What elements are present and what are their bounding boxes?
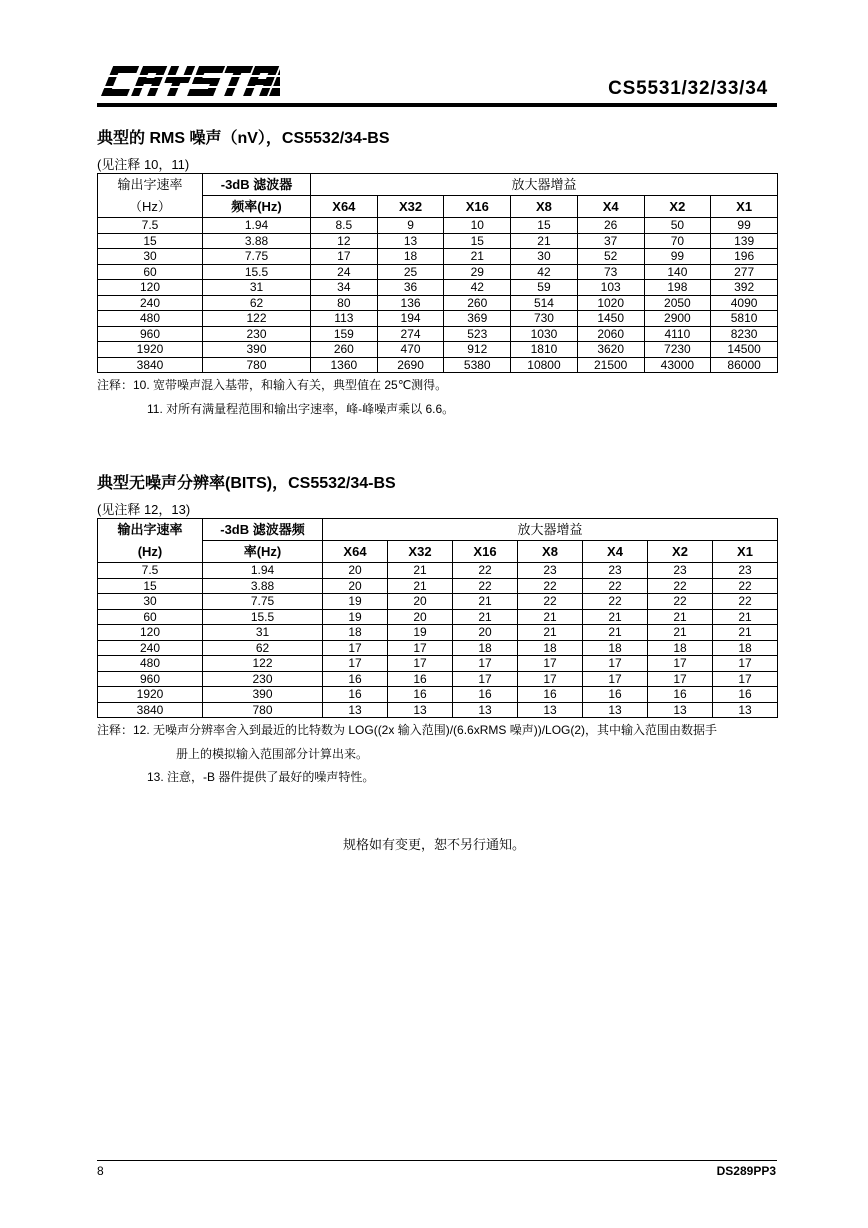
col-filter-header: -3dB 滤波器 <box>203 174 311 196</box>
table-cell: 4110 <box>644 326 711 342</box>
table-cell: 13 <box>518 702 583 718</box>
table-cell: 16 <box>323 671 388 687</box>
table-cell: 17 <box>453 656 518 672</box>
table-row <box>98 264 778 280</box>
table-cell: 17 <box>648 656 713 672</box>
table-cell: 274 <box>377 326 444 342</box>
table-cell: 260 <box>444 295 511 311</box>
table-cell: 70 <box>644 233 711 249</box>
table-cell: 15.5 <box>203 264 311 280</box>
table-cell: 960 <box>98 671 203 687</box>
table-cell: 480 <box>98 656 203 672</box>
table-cell: 16 <box>518 687 583 703</box>
note-12-line2: 册上的模拟输入范围部分计算出来。 <box>176 747 369 761</box>
page-number: 8 <box>97 1164 104 1178</box>
table-cell: 21 <box>518 625 583 641</box>
table-cell: 16 <box>388 671 453 687</box>
col-filter-unit: 频率(Hz) <box>203 196 311 218</box>
gain-col: X8 <box>518 541 583 563</box>
table-cell: 62 <box>203 640 323 656</box>
table-cell: 13 <box>453 702 518 718</box>
table-row <box>98 311 778 327</box>
table-cell: 17 <box>323 656 388 672</box>
table-cell: 390 <box>203 342 311 358</box>
table-cell: 17 <box>713 656 778 672</box>
table-row <box>98 656 778 672</box>
gain-col: X2 <box>644 196 711 218</box>
table-cell: 23 <box>583 563 648 579</box>
table-cell: 17 <box>323 640 388 656</box>
table-cell: 17 <box>388 656 453 672</box>
table-cell: 99 <box>711 218 778 234</box>
table-cell: 22 <box>453 563 518 579</box>
table-cell: 240 <box>98 295 203 311</box>
table-cell: 21 <box>583 625 648 641</box>
crystal-logo <box>98 64 280 98</box>
col-rate-unit: （Hz） <box>98 196 203 218</box>
col-filter-header: -3dB 滤波器频 <box>203 519 323 541</box>
table-cell: 13 <box>713 702 778 718</box>
table-cell: 277 <box>711 264 778 280</box>
gain-col: X1 <box>713 541 778 563</box>
table-row <box>98 249 778 265</box>
table-cell: 16 <box>713 687 778 703</box>
gain-col: X16 <box>453 541 518 563</box>
table-cell: 21 <box>713 609 778 625</box>
table-cell: 198 <box>644 280 711 296</box>
table-cell: 31 <box>203 280 311 296</box>
table-cell: 22 <box>518 578 583 594</box>
rms-noise-table <box>97 173 778 373</box>
table-cell: 4090 <box>711 295 778 311</box>
table-cell: 7.75 <box>203 249 311 265</box>
table-cell: 2060 <box>577 326 644 342</box>
table-cell: 23 <box>518 563 583 579</box>
section2-see-notes: (见注释 12，13) <box>97 502 191 517</box>
table-cell: 390 <box>203 687 323 703</box>
table-row <box>98 640 778 656</box>
table-cell: 120 <box>98 280 203 296</box>
table-cell: 16 <box>583 687 648 703</box>
table-cell: 9 <box>377 218 444 234</box>
table-cell: 13 <box>377 233 444 249</box>
table-cell: 21 <box>648 609 713 625</box>
table-cell: 22 <box>518 594 583 610</box>
table-cell: 20 <box>323 563 388 579</box>
table-cell: 52 <box>577 249 644 265</box>
table-cell: 139 <box>711 233 778 249</box>
table-cell: 19 <box>323 609 388 625</box>
col-rate-header: 输出字速率 <box>98 174 203 196</box>
table-cell: 3620 <box>577 342 644 358</box>
table-cell: 780 <box>203 702 323 718</box>
footer-rule <box>97 1160 777 1161</box>
table-cell: 18 <box>583 640 648 656</box>
table-cell: 17 <box>311 249 378 265</box>
table-cell: 960 <box>98 326 203 342</box>
table-cell: 369 <box>444 311 511 327</box>
table-cell: 120 <box>98 625 203 641</box>
table-cell: 16 <box>453 687 518 703</box>
table-cell: 2900 <box>644 311 711 327</box>
table-cell: 1920 <box>98 342 203 358</box>
table-cell: 1920 <box>98 687 203 703</box>
table-cell: 18 <box>323 625 388 641</box>
table-cell: 18 <box>377 249 444 265</box>
section1-see-notes: (见注释 10，11) <box>97 157 190 172</box>
col-filter-unit: 率(Hz) <box>203 541 323 563</box>
table-cell: 22 <box>583 578 648 594</box>
gain-header: 放大器增益 <box>323 519 778 541</box>
gain-col: X16 <box>444 196 511 218</box>
table-cell: 7.5 <box>98 218 203 234</box>
table-cell: 13 <box>648 702 713 718</box>
table-cell: 13 <box>323 702 388 718</box>
gain-col: X4 <box>577 196 644 218</box>
table-cell: 912 <box>444 342 511 358</box>
section1-title: 典型的 RMS 噪声（nV），CS5532/34-BS <box>97 130 390 147</box>
table-cell: 23 <box>713 563 778 579</box>
table-cell: 15.5 <box>203 609 323 625</box>
table-cell: 22 <box>648 594 713 610</box>
table-cell: 22 <box>583 594 648 610</box>
table-cell: 122 <box>203 311 311 327</box>
table-row <box>98 326 778 342</box>
col-rate-header: 输出字速率 <box>98 519 203 541</box>
table-cell: 230 <box>203 671 323 687</box>
table-cell: 1810 <box>511 342 578 358</box>
table-row <box>98 280 778 296</box>
table-cell: 7230 <box>644 342 711 358</box>
table-cell: 20 <box>323 578 388 594</box>
table-cell: 16 <box>323 687 388 703</box>
table-cell: 31 <box>203 625 323 641</box>
table-row <box>98 342 778 358</box>
table-cell: 12 <box>311 233 378 249</box>
table-row <box>98 357 778 373</box>
gain-header: 放大器增益 <box>311 174 778 196</box>
gain-col: X32 <box>377 196 444 218</box>
table-cell: 159 <box>311 326 378 342</box>
table-cell: 36 <box>377 280 444 296</box>
table-cell: 21500 <box>577 357 644 373</box>
table-cell: 470 <box>377 342 444 358</box>
table-cell: 20 <box>453 625 518 641</box>
table-cell: 26 <box>577 218 644 234</box>
table-cell: 480 <box>98 311 203 327</box>
table-cell: 21 <box>583 609 648 625</box>
table-cell: 73 <box>577 264 644 280</box>
table-cell: 3.88 <box>203 233 311 249</box>
table-cell: 15 <box>98 578 203 594</box>
table-cell: 29 <box>444 264 511 280</box>
table-cell: 21 <box>444 249 511 265</box>
table-cell: 3840 <box>98 357 203 373</box>
table-cell: 136 <box>377 295 444 311</box>
gain-col: X64 <box>311 196 378 218</box>
table-cell: 10 <box>444 218 511 234</box>
table-cell: 17 <box>453 671 518 687</box>
table-cell: 24 <box>311 264 378 280</box>
table-cell: 260 <box>311 342 378 358</box>
table-cell: 23 <box>648 563 713 579</box>
table-cell: 7.5 <box>98 563 203 579</box>
table-cell: 5810 <box>711 311 778 327</box>
table-cell: 21 <box>453 609 518 625</box>
table-cell: 19 <box>323 594 388 610</box>
table-cell: 15 <box>511 218 578 234</box>
table-cell: 21 <box>518 609 583 625</box>
table-cell: 15 <box>444 233 511 249</box>
table-cell: 17 <box>583 671 648 687</box>
table-cell: 15 <box>98 233 203 249</box>
note-13: 13. 注意，-B 器件提供了最好的噪声特性。 <box>147 770 375 784</box>
table-row <box>98 594 778 610</box>
table-cell: 780 <box>203 357 311 373</box>
table-cell: 42 <box>444 280 511 296</box>
table-cell: 18 <box>453 640 518 656</box>
table-cell: 37 <box>577 233 644 249</box>
table-cell: 514 <box>511 295 578 311</box>
table-cell: 240 <box>98 640 203 656</box>
gain-col: X32 <box>388 541 453 563</box>
gain-col: X8 <box>511 196 578 218</box>
table-cell: 43000 <box>644 357 711 373</box>
section2-title: 典型无噪声分辨率(BITS)，CS5532/34-BS <box>97 475 396 492</box>
table-row <box>98 563 778 579</box>
table-cell: 194 <box>377 311 444 327</box>
table-cell: 103 <box>577 280 644 296</box>
table-row <box>98 578 778 594</box>
note-11: 11. 对所有满量程范围和输出字速率，峰-峰噪声乘以 6.6。 <box>147 402 455 416</box>
part-number: CS5531/32/33/34 <box>608 78 768 99</box>
table-cell: 21 <box>713 625 778 641</box>
table-cell: 14500 <box>711 342 778 358</box>
table-cell: 19 <box>388 625 453 641</box>
table-cell: 59 <box>511 280 578 296</box>
table-cell: 60 <box>98 609 203 625</box>
table-cell: 22 <box>713 594 778 610</box>
table-cell: 1360 <box>311 357 378 373</box>
note-10: 注释：10. 宽带噪声混入基带，和输入有关，典型值在 25℃测得。 <box>97 378 448 392</box>
table-cell: 21 <box>388 563 453 579</box>
table-cell: 2690 <box>377 357 444 373</box>
table-cell: 18 <box>648 640 713 656</box>
spec-change-notice: 规格如有变更，恕不另行通知。 <box>342 837 525 852</box>
table-cell: 17 <box>518 671 583 687</box>
table-cell: 10800 <box>511 357 578 373</box>
col-rate-unit: (Hz) <box>98 541 203 563</box>
table-cell: 21 <box>511 233 578 249</box>
table-cell: 8230 <box>711 326 778 342</box>
table-cell: 17 <box>583 656 648 672</box>
table-cell: 99 <box>644 249 711 265</box>
table-cell: 30 <box>98 249 203 265</box>
table-cell: 17 <box>648 671 713 687</box>
table-cell: 25 <box>377 264 444 280</box>
table-cell: 113 <box>311 311 378 327</box>
table-row <box>98 671 778 687</box>
gain-col: X4 <box>583 541 648 563</box>
table-cell: 17 <box>518 656 583 672</box>
table-cell: 730 <box>511 311 578 327</box>
table-cell: 1020 <box>577 295 644 311</box>
table-cell: 86000 <box>711 357 778 373</box>
table-row <box>98 295 778 311</box>
table-cell: 5380 <box>444 357 511 373</box>
table-cell: 13 <box>388 702 453 718</box>
table-cell: 20 <box>388 594 453 610</box>
table-cell: 21 <box>388 578 453 594</box>
table-row <box>98 609 778 625</box>
table-cell: 16 <box>388 687 453 703</box>
table-cell: 140 <box>644 264 711 280</box>
table-cell: 17 <box>713 671 778 687</box>
table-cell: 13 <box>583 702 648 718</box>
table-cell: 80 <box>311 295 378 311</box>
table-cell: 196 <box>711 249 778 265</box>
table-cell: 523 <box>444 326 511 342</box>
table-cell: 18 <box>713 640 778 656</box>
gain-col: X1 <box>711 196 778 218</box>
table-cell: 34 <box>311 280 378 296</box>
table-cell: 22 <box>713 578 778 594</box>
table-cell: 392 <box>711 280 778 296</box>
table-cell: 1.94 <box>203 563 323 579</box>
table-cell: 22 <box>648 578 713 594</box>
table-cell: 62 <box>203 295 311 311</box>
table-cell: 20 <box>388 609 453 625</box>
table-cell: 1030 <box>511 326 578 342</box>
gain-col: X2 <box>648 541 713 563</box>
table-cell: 18 <box>518 640 583 656</box>
table-cell: 2050 <box>644 295 711 311</box>
note-12-line1: 注释：12. 无噪声分辨率舍入到最近的比特数为 LOG((2x 输入范围)/(6.6xRMS 噪声))/LOG(2)，其中输入范围由数据手 <box>97 723 718 737</box>
table-cell: 21 <box>453 594 518 610</box>
doc-id: DS289PP3 <box>716 1164 776 1178</box>
table-row <box>98 233 778 249</box>
table-cell: 30 <box>98 594 203 610</box>
table-cell: 8.5 <box>311 218 378 234</box>
noise-free-bits-table <box>97 518 778 718</box>
table-cell: 42 <box>511 264 578 280</box>
table-cell: 1450 <box>577 311 644 327</box>
table-row <box>98 702 778 718</box>
table-cell: 7.75 <box>203 594 323 610</box>
table-cell: 22 <box>453 578 518 594</box>
table-cell: 17 <box>388 640 453 656</box>
table-cell: 122 <box>203 656 323 672</box>
gain-col: X64 <box>323 541 388 563</box>
table-cell: 230 <box>203 326 311 342</box>
table-cell: 60 <box>98 264 203 280</box>
table-cell: 21 <box>648 625 713 641</box>
table-cell: 1.94 <box>203 218 311 234</box>
table-row <box>98 625 778 641</box>
table-cell: 16 <box>648 687 713 703</box>
table-cell: 3.88 <box>203 578 323 594</box>
table-cell: 50 <box>644 218 711 234</box>
header-rule <box>97 103 777 107</box>
table-row <box>98 687 778 703</box>
table-row <box>98 218 778 234</box>
table-cell: 30 <box>511 249 578 265</box>
table-cell: 3840 <box>98 702 203 718</box>
